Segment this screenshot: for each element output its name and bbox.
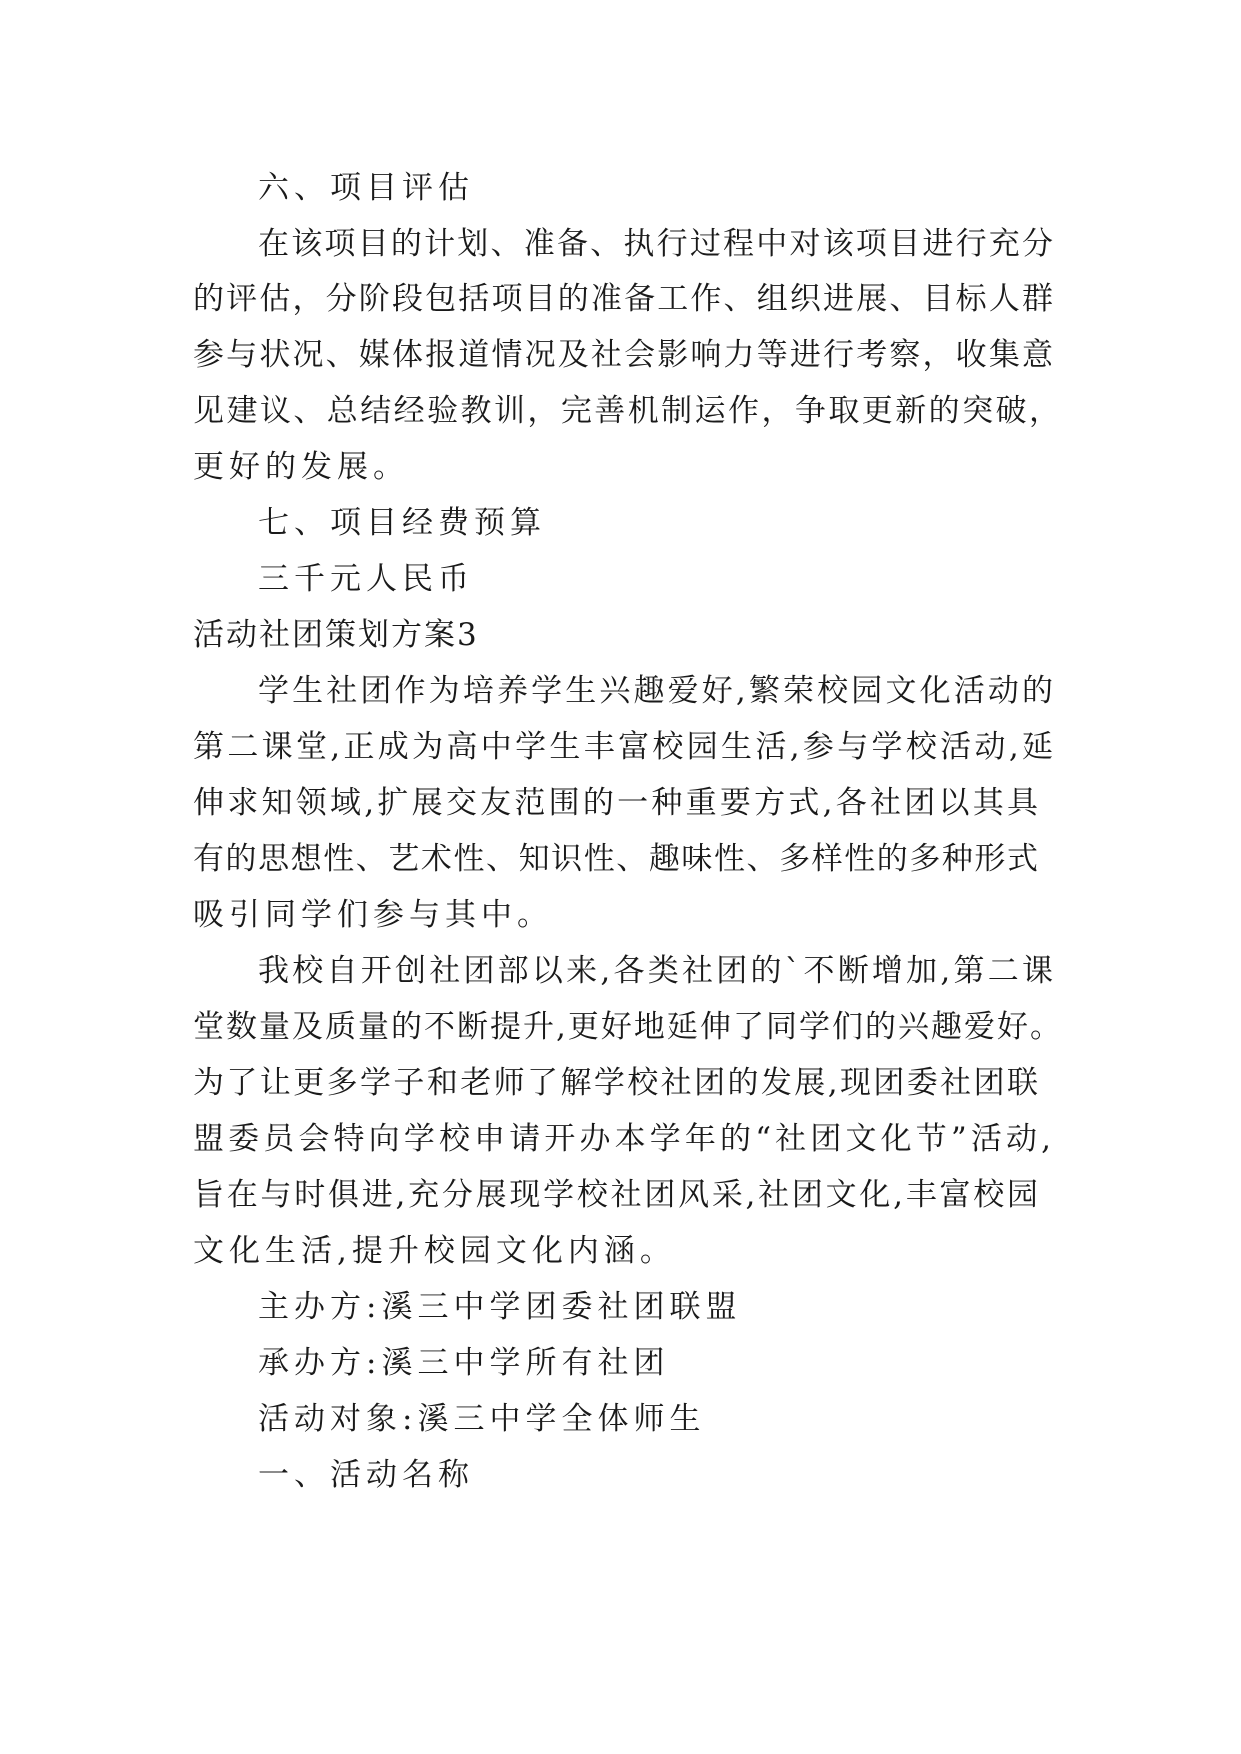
paragraph-line: 的评估，分阶段包括项目的准备工作、组织进展、目标人群 — [193, 281, 1053, 317]
paragraph-line: 学生社团作为培养学生兴趣爱好,繁荣校园文化活动的 — [258, 673, 1053, 709]
paragraph-line: 在该项目的计划、准备、执行过程中对该项目进行充分 — [258, 226, 1053, 262]
paragraph-line: 三千元人民币 — [258, 561, 474, 597]
document-title: 活动社团策划方案3 — [193, 617, 479, 653]
section-heading: 七、项目经费预算 — [258, 505, 546, 541]
info-line: 活动对象:溪三中学全体师生 — [258, 1401, 706, 1437]
paragraph-line: 为了让更多学子和老师了解学校社团的发展,现团委社团联 — [193, 1065, 1038, 1101]
paragraph-line: 我校自开创社团部以来,各类社团的`不断增加,第二课 — [258, 953, 1053, 989]
paragraph-line: 见建议、总结经验教训，完善机制运作，争取更新的突破， — [193, 393, 1060, 429]
info-line: 承办方:溪三中学所有社团 — [258, 1345, 670, 1381]
paragraph-line: 有的思想性、艺术性、知识性、趣味性、多样性的多种形式 — [193, 841, 1038, 877]
paragraph-line: 第二课堂,正成为高中学生丰富校园生活,参与学校活动,延 — [193, 729, 1053, 765]
paragraph-line: 堂数量及质量的不断提升,更好地延伸了同学们的兴趣爱好。 — [193, 1009, 1061, 1045]
paragraph-line: 参与状况、媒体报道情况及社会影响力等进行考察，收集意 — [193, 337, 1053, 373]
paragraph-line: 文化生活,提升校园文化内涵。 — [193, 1233, 676, 1269]
section-heading: 一、活动名称 — [258, 1457, 474, 1493]
paragraph-line: 盟委员会特向学校申请开办本学年的“社团文化节”活动, — [193, 1121, 1051, 1157]
paragraph-line: 旨在与时俱进,充分展现学校社团风采,社团文化,丰富校园 — [193, 1177, 1038, 1213]
paragraph-line: 吸引同学们参与其中。 — [193, 897, 553, 933]
section-heading: 六、项目评估 — [258, 170, 474, 206]
paragraph-line: 伸求知领域,扩展交友范围的一种重要方式,各社团以其具 — [193, 785, 1038, 821]
paragraph-line: 更好的发展。 — [193, 449, 409, 485]
info-line: 主办方:溪三中学团委社团联盟 — [258, 1289, 742, 1325]
